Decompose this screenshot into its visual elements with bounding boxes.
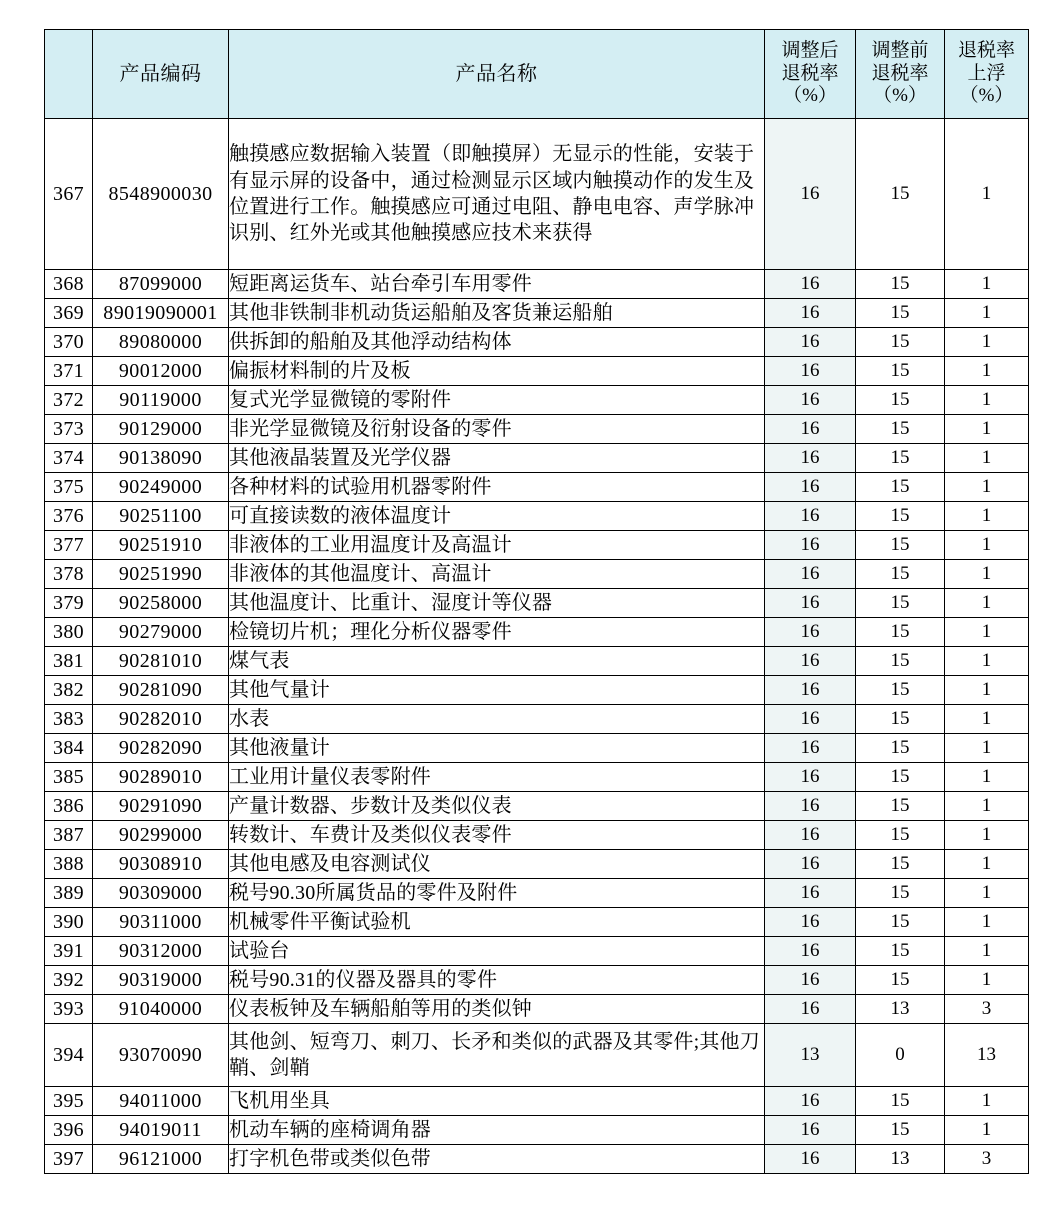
cell-index: 378 [45, 560, 93, 589]
cell-rate-delta: 1 [945, 937, 1029, 966]
cell-rate-before: 15 [856, 415, 945, 444]
cell-rate-before: 15 [856, 676, 945, 705]
cell-code: 94019011 [93, 1116, 229, 1145]
rate-delta-line3: （%） [959, 85, 1014, 107]
table-row [45, 299, 1029, 328]
cell-code: 90119000 [93, 386, 229, 415]
cell-code: 8548900030 [93, 119, 229, 270]
cell-rate-after: 16 [765, 328, 856, 357]
cell-rate-delta: 1 [945, 502, 1029, 531]
table-row [45, 415, 1029, 444]
table-row [45, 995, 1029, 1024]
cell-code: 90311000 [93, 908, 229, 937]
cell-index: 385 [45, 763, 93, 792]
cell-name: 煤气表 [229, 647, 765, 676]
cell-rate-after: 16 [765, 647, 856, 676]
cell-index: 388 [45, 850, 93, 879]
cell-name: 水表 [229, 705, 765, 734]
cell-code: 90281010 [93, 647, 229, 676]
cell-code: 90258000 [93, 589, 229, 618]
cell-name: 检镜切片机；理化分析仪器零件 [229, 618, 765, 647]
cell-rate-delta: 1 [945, 531, 1029, 560]
cell-name: 短距离运货车、站台牵引车用零件 [229, 270, 765, 299]
table-row [45, 328, 1029, 357]
cell-name: 触摸感应数据输入装置（即触摸屏）无显示的性能，安装于有显示屏的设备中，通过检测显示区域内触摸动作的发生及位置进行工作。触摸感应可通过电阻、静电电容、声学脉冲识别、红外光或其他触摸感应技术来获得 [229, 119, 765, 270]
table-row [45, 270, 1029, 299]
cell-index: 374 [45, 444, 93, 473]
table-row [45, 821, 1029, 850]
cell-index: 369 [45, 299, 93, 328]
table-row [45, 531, 1029, 560]
cell-rate-after: 16 [765, 444, 856, 473]
rate-delta-line1: 退税率 [957, 39, 1015, 61]
cell-rate-delta: 1 [945, 763, 1029, 792]
cell-rate-after: 16 [765, 119, 856, 270]
cell-rate-delta: 1 [945, 270, 1029, 299]
cell-rate-delta: 1 [945, 618, 1029, 647]
column-header-product-name: 产品名称 [229, 30, 765, 119]
cell-rate-delta: 1 [945, 386, 1029, 415]
tax-rebate-rate-table [44, 29, 1029, 1174]
column-header-product-code: 产品编码 [93, 30, 229, 119]
table-row [45, 386, 1029, 415]
cell-code: 90289010 [93, 763, 229, 792]
cell-rate-after: 16 [765, 473, 856, 502]
cell-code: 90281090 [93, 676, 229, 705]
table-row [45, 502, 1029, 531]
cell-name: 其他非铁制非机动货运船舶及客货兼运船舶 [229, 299, 765, 328]
cell-code: 94011000 [93, 1087, 229, 1116]
cell-name: 其他液晶装置及光学仪器 [229, 444, 765, 473]
column-header-rate-delta [945, 30, 1029, 119]
cell-index: 367 [45, 119, 93, 270]
cell-index: 387 [45, 821, 93, 850]
cell-rate-before: 15 [856, 119, 945, 270]
cell-rate-before: 15 [856, 357, 945, 386]
cell-rate-delta: 1 [945, 1116, 1029, 1145]
cell-name: 其他气量计 [229, 676, 765, 705]
table-row [45, 1024, 1029, 1087]
cell-rate-before: 15 [856, 618, 945, 647]
cell-index: 395 [45, 1087, 93, 1116]
cell-rate-before: 15 [856, 299, 945, 328]
cell-code: 90291090 [93, 792, 229, 821]
table-row [45, 966, 1029, 995]
cell-index: 375 [45, 473, 93, 502]
table-row [45, 357, 1029, 386]
cell-rate-delta: 1 [945, 299, 1029, 328]
cell-rate-delta: 1 [945, 850, 1029, 879]
cell-name: 非光学显微镜及衍射设备的零件 [229, 415, 765, 444]
cell-rate-before: 15 [856, 792, 945, 821]
cell-index: 396 [45, 1116, 93, 1145]
cell-rate-before: 15 [856, 734, 945, 763]
table-row [45, 792, 1029, 821]
cell-rate-before: 15 [856, 705, 945, 734]
cell-name: 税号90.30所属货品的零件及附件 [229, 879, 765, 908]
cell-name: 飞机用坐具 [229, 1087, 765, 1116]
cell-rate-before: 15 [856, 821, 945, 850]
cell-index: 393 [45, 995, 93, 1024]
cell-rate-before: 13 [856, 995, 945, 1024]
cell-rate-delta: 1 [945, 734, 1029, 763]
cell-index: 371 [45, 357, 93, 386]
cell-name: 供拆卸的船舶及其他浮动结构体 [229, 328, 765, 357]
cell-rate-after: 16 [765, 299, 856, 328]
table-row [45, 119, 1029, 270]
cell-name: 其他剑、短弯刀、刺刀、长矛和类似的武器及其零件;其他刀鞘、剑鞘 [229, 1024, 765, 1087]
column-header-index [45, 30, 93, 119]
cell-rate-after: 16 [765, 589, 856, 618]
cell-code: 91040000 [93, 995, 229, 1024]
cell-rate-delta: 1 [945, 415, 1029, 444]
cell-name: 偏振材料制的片及板 [229, 357, 765, 386]
table-row [45, 560, 1029, 589]
cell-rate-after: 16 [765, 618, 856, 647]
cell-rate-before: 15 [856, 270, 945, 299]
cell-name: 可直接读数的液体温度计 [229, 502, 765, 531]
cell-index: 381 [45, 647, 93, 676]
cell-rate-delta: 1 [945, 444, 1029, 473]
cell-rate-before: 15 [856, 879, 945, 908]
cell-rate-before: 15 [856, 1087, 945, 1116]
cell-code: 90319000 [93, 966, 229, 995]
table-row [45, 473, 1029, 502]
cell-rate-before: 15 [856, 502, 945, 531]
rate-delta-line2: 上浮 [967, 62, 1006, 84]
cell-rate-before: 15 [856, 908, 945, 937]
table-row [45, 705, 1029, 734]
table-row [45, 908, 1029, 937]
cell-rate-before: 15 [856, 386, 945, 415]
cell-code: 90249000 [93, 473, 229, 502]
cell-name: 打字机色带或类似色带 [229, 1145, 765, 1174]
cell-rate-after: 16 [765, 705, 856, 734]
table-row [45, 1116, 1029, 1145]
cell-rate-after: 16 [765, 357, 856, 386]
column-header-rate-before [856, 30, 945, 119]
cell-code: 90251100 [93, 502, 229, 531]
cell-rate-after: 13 [765, 1024, 856, 1087]
cell-rate-delta: 1 [945, 908, 1029, 937]
cell-index: 390 [45, 908, 93, 937]
cell-rate-before: 15 [856, 1116, 945, 1145]
cell-name: 各种材料的试验用机器零附件 [229, 473, 765, 502]
cell-rate-after: 16 [765, 966, 856, 995]
column-header-rate-after [765, 30, 856, 119]
cell-rate-delta: 3 [945, 1145, 1029, 1174]
table-row [45, 1087, 1029, 1116]
cell-code: 90251910 [93, 531, 229, 560]
cell-rate-delta: 1 [945, 560, 1029, 589]
cell-rate-after: 16 [765, 502, 856, 531]
cell-rate-before: 15 [856, 473, 945, 502]
cell-rate-delta: 1 [945, 119, 1029, 270]
rate-after-line2: 退税率 [781, 62, 839, 84]
cell-rate-after: 16 [765, 1145, 856, 1174]
cell-rate-delta: 1 [945, 357, 1029, 386]
cell-code: 90282010 [93, 705, 229, 734]
cell-index: 397 [45, 1145, 93, 1174]
cell-rate-delta: 1 [945, 328, 1029, 357]
cell-rate-delta: 1 [945, 821, 1029, 850]
table-row [45, 1145, 1029, 1174]
cell-rate-after: 16 [765, 908, 856, 937]
cell-name: 税号90.31的仪器及器具的零件 [229, 966, 765, 995]
table-row [45, 618, 1029, 647]
rate-after-line1: 调整后 [781, 39, 839, 61]
cell-rate-delta: 1 [945, 792, 1029, 821]
cell-rate-after: 16 [765, 386, 856, 415]
cell-rate-before: 15 [856, 444, 945, 473]
cell-rate-after: 16 [765, 850, 856, 879]
cell-index: 394 [45, 1024, 93, 1087]
cell-rate-after: 16 [765, 415, 856, 444]
cell-code: 87099000 [93, 270, 229, 299]
cell-name: 转数计、车费计及类似仪表零件 [229, 821, 765, 850]
cell-name: 其他电感及电容测试仪 [229, 850, 765, 879]
cell-index: 379 [45, 589, 93, 618]
cell-rate-delta: 1 [945, 473, 1029, 502]
rate-before-line3: （%） [873, 85, 927, 107]
cell-index: 377 [45, 531, 93, 560]
cell-rate-before: 15 [856, 560, 945, 589]
cell-rate-delta: 1 [945, 676, 1029, 705]
table-row [45, 734, 1029, 763]
cell-code: 89019090001 [93, 299, 229, 328]
cell-index: 368 [45, 270, 93, 299]
cell-name: 其他温度计、比重计、湿度计等仪器 [229, 589, 765, 618]
cell-name: 工业用计量仪表零附件 [229, 763, 765, 792]
cell-rate-before: 0 [856, 1024, 945, 1087]
cell-rate-delta: 3 [945, 995, 1029, 1024]
cell-code: 90282090 [93, 734, 229, 763]
cell-index: 372 [45, 386, 93, 415]
cell-index: 370 [45, 328, 93, 357]
cell-code: 90308910 [93, 850, 229, 879]
cell-rate-after: 16 [765, 821, 856, 850]
cell-index: 383 [45, 705, 93, 734]
rate-before-line2: 退税率 [871, 62, 929, 84]
cell-rate-delta: 1 [945, 1087, 1029, 1116]
cell-code: 90251990 [93, 560, 229, 589]
cell-code: 89080000 [93, 328, 229, 357]
cell-rate-before: 15 [856, 937, 945, 966]
cell-name: 机械零件平衡试验机 [229, 908, 765, 937]
cell-rate-after: 16 [765, 937, 856, 966]
cell-index: 376 [45, 502, 93, 531]
cell-code: 90279000 [93, 618, 229, 647]
cell-code: 90012000 [93, 357, 229, 386]
cell-name: 非液体的其他温度计、高温计 [229, 560, 765, 589]
cell-code: 90138090 [93, 444, 229, 473]
cell-rate-after: 16 [765, 879, 856, 908]
cell-name: 产量计数器、步数计及类似仪表 [229, 792, 765, 821]
cell-name: 非液体的工业用温度计及高温计 [229, 531, 765, 560]
cell-rate-before: 15 [856, 966, 945, 995]
cell-rate-after: 16 [765, 560, 856, 589]
table-row [45, 676, 1029, 705]
cell-rate-delta: 1 [945, 879, 1029, 908]
cell-index: 373 [45, 415, 93, 444]
cell-rate-delta: 1 [945, 647, 1029, 676]
cell-index: 391 [45, 937, 93, 966]
cell-rate-before: 15 [856, 589, 945, 618]
rate-before-line1: 调整前 [871, 39, 929, 61]
cell-rate-after: 16 [765, 531, 856, 560]
table-row [45, 647, 1029, 676]
cell-rate-delta: 1 [945, 966, 1029, 995]
cell-rate-after: 16 [765, 270, 856, 299]
cell-code: 90299000 [93, 821, 229, 850]
cell-rate-before: 15 [856, 850, 945, 879]
table-row [45, 763, 1029, 792]
table-body [45, 119, 1029, 1174]
cell-code: 90129000 [93, 415, 229, 444]
cell-index: 380 [45, 618, 93, 647]
cell-rate-after: 16 [765, 792, 856, 821]
cell-rate-after: 16 [765, 676, 856, 705]
cell-rate-after: 16 [765, 734, 856, 763]
cell-index: 382 [45, 676, 93, 705]
cell-rate-before: 15 [856, 328, 945, 357]
table-header [45, 30, 1029, 119]
table-row [45, 444, 1029, 473]
cell-index: 384 [45, 734, 93, 763]
cell-index: 389 [45, 879, 93, 908]
header-row [45, 30, 1029, 119]
cell-name: 机动车辆的座椅调角器 [229, 1116, 765, 1145]
cell-rate-delta: 13 [945, 1024, 1029, 1087]
cell-code: 96121000 [93, 1145, 229, 1174]
cell-rate-after: 16 [765, 763, 856, 792]
cell-name: 试验台 [229, 937, 765, 966]
cell-index: 386 [45, 792, 93, 821]
cell-code: 93070090 [93, 1024, 229, 1087]
cell-rate-before: 15 [856, 531, 945, 560]
cell-name: 仪表板钟及车辆船舶等用的类似钟 [229, 995, 765, 1024]
cell-rate-before: 15 [856, 647, 945, 676]
cell-rate-before: 13 [856, 1145, 945, 1174]
table-row [45, 589, 1029, 618]
cell-rate-delta: 1 [945, 589, 1029, 618]
cell-rate-delta: 1 [945, 705, 1029, 734]
cell-index: 392 [45, 966, 93, 995]
cell-code: 90312000 [93, 937, 229, 966]
cell-rate-after: 16 [765, 995, 856, 1024]
table-row [45, 879, 1029, 908]
cell-rate-after: 16 [765, 1116, 856, 1145]
cell-rate-after: 16 [765, 1087, 856, 1116]
table-row [45, 937, 1029, 966]
cell-name: 其他液量计 [229, 734, 765, 763]
cell-name: 复式光学显微镜的零附件 [229, 386, 765, 415]
rate-after-line3: （%） [783, 85, 837, 107]
cell-rate-before: 15 [856, 763, 945, 792]
table-row [45, 850, 1029, 879]
cell-code: 90309000 [93, 879, 229, 908]
